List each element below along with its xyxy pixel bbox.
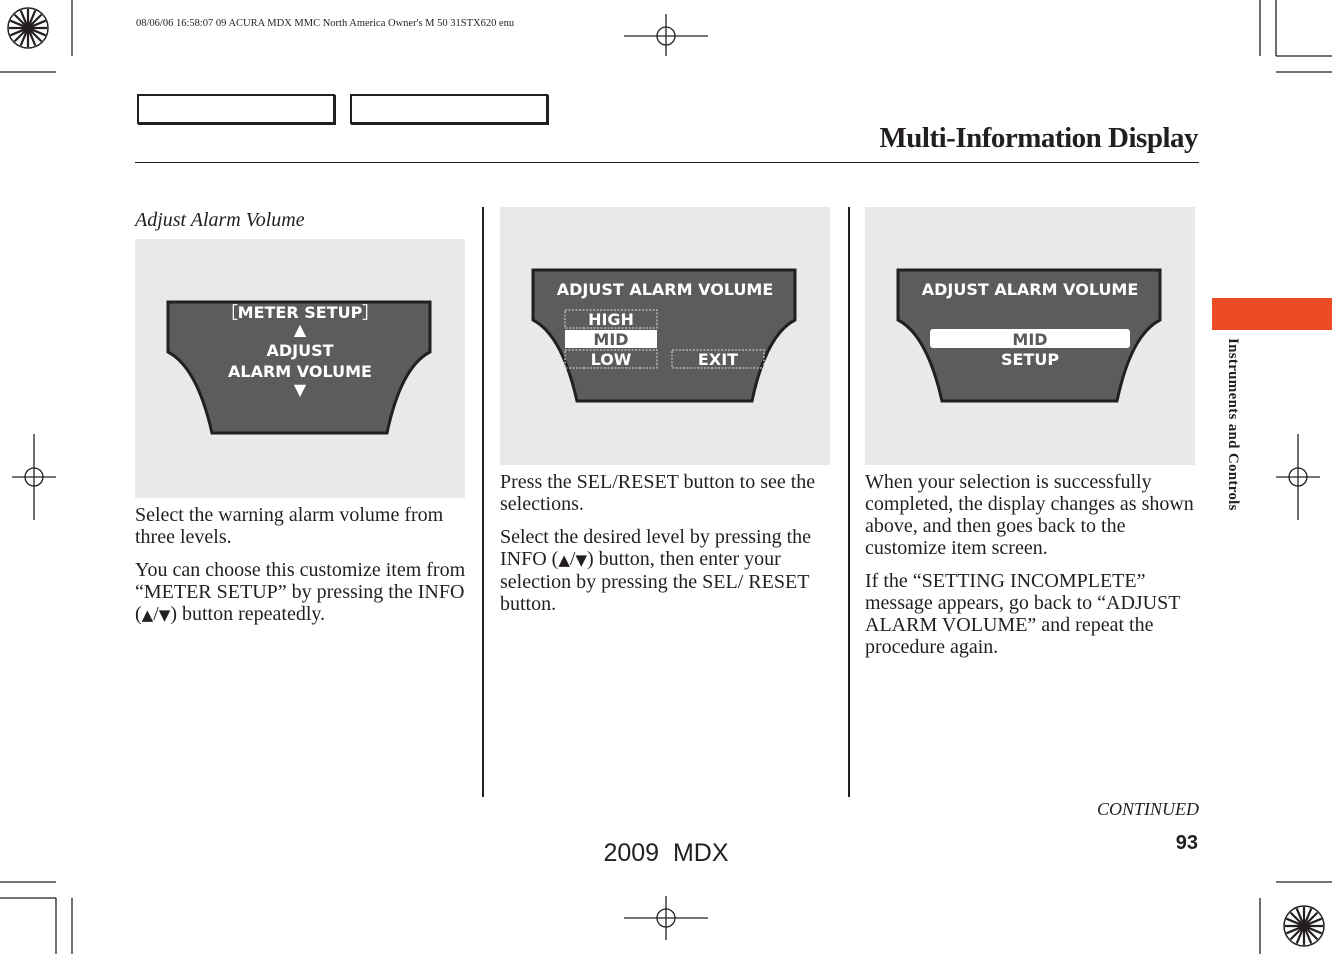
display-illustration-3 <box>865 207 1195 465</box>
down-arrow-icon: ▼ <box>158 606 171 624</box>
display2-option-low: LOW <box>590 350 632 369</box>
display3-line: SETUP <box>1000 350 1060 369</box>
section-caption: Adjust Alarm Volume <box>135 209 305 231</box>
col3-paragraph-2: If the “SETTING INCOMPLETE” message appears, go back to “ADJUST ALARM VOLUME” and repeat the procedure again. <box>865 570 1181 658</box>
display3-title: ADJUST ALARM VOLUME <box>921 280 1139 299</box>
display2-option-mid-selected: MID <box>593 330 629 349</box>
display1-line3: ALARM VOLUME <box>228 362 372 381</box>
up-arrow-icon: ▲ <box>141 606 154 624</box>
display2-title: ADJUST ALARM VOLUME <box>556 280 774 299</box>
model-footer: 2009 MDX <box>603 839 729 867</box>
col2-paragraph-2: Select the desired level by pressing the INFO (▲/▼) button, then enter your selection by pressing the SEL/ RESET button. <box>500 526 812 615</box>
column-2-text <box>500 471 835 626</box>
display2-option-high: HIGH <box>588 310 634 329</box>
continued-label: CONTINUED <box>1096 799 1199 819</box>
section-side-tab <box>1212 298 1332 330</box>
display-illustration-2 <box>500 207 830 465</box>
display1-up-arrow-icon: ▲ <box>293 320 307 339</box>
col2-paragraph-1: Press the SEL/RESET button to see the selections. <box>500 471 816 515</box>
section-side-label: Instruments and Controls <box>1225 338 1241 511</box>
print-header: 08/06/06 16:58:07 09 ACURA MDX MMC North America Owner's M 50 31STX620 enu <box>136 18 515 29</box>
col1-paragraph-2: You can choose this customize item from “METER SETUP” by pressing the INFO (▲/▼) button repeatedly. <box>135 559 466 625</box>
col3-paragraph-1: When your selection is successfully completed, the display changes as shown above, and then goes back to the customize item screen. <box>865 471 1194 559</box>
display1-down-arrow-icon: ▼ <box>293 380 307 399</box>
display2-exit: EXIT <box>697 350 739 369</box>
column-1-text <box>135 504 470 637</box>
column-3-text <box>865 471 1200 669</box>
starburst-mark-bottom-right <box>1284 906 1324 946</box>
title-rule <box>135 162 1199 163</box>
starburst-mark-top-left <box>8 8 48 48</box>
header-tab-box-1 <box>137 94 335 124</box>
col1-paragraph-1: Select the warning alarm volume from three levels. <box>135 504 444 548</box>
display-illustration-1 <box>135 239 465 498</box>
display1-line2: ADJUST <box>266 341 334 360</box>
down-arrow-icon: ▼ <box>575 551 587 569</box>
page-title: Multi-Information Display <box>879 122 1198 154</box>
up-arrow-icon: ▲ <box>558 551 570 569</box>
display3-selected: MID <box>1012 330 1048 349</box>
display1-line1: ［METER SETUP］ <box>221 303 379 322</box>
header-tab-box-2 <box>350 94 548 124</box>
column-divider-2 <box>848 207 850 797</box>
page-number: 93 <box>1175 832 1198 854</box>
column-divider-1 <box>482 207 484 797</box>
